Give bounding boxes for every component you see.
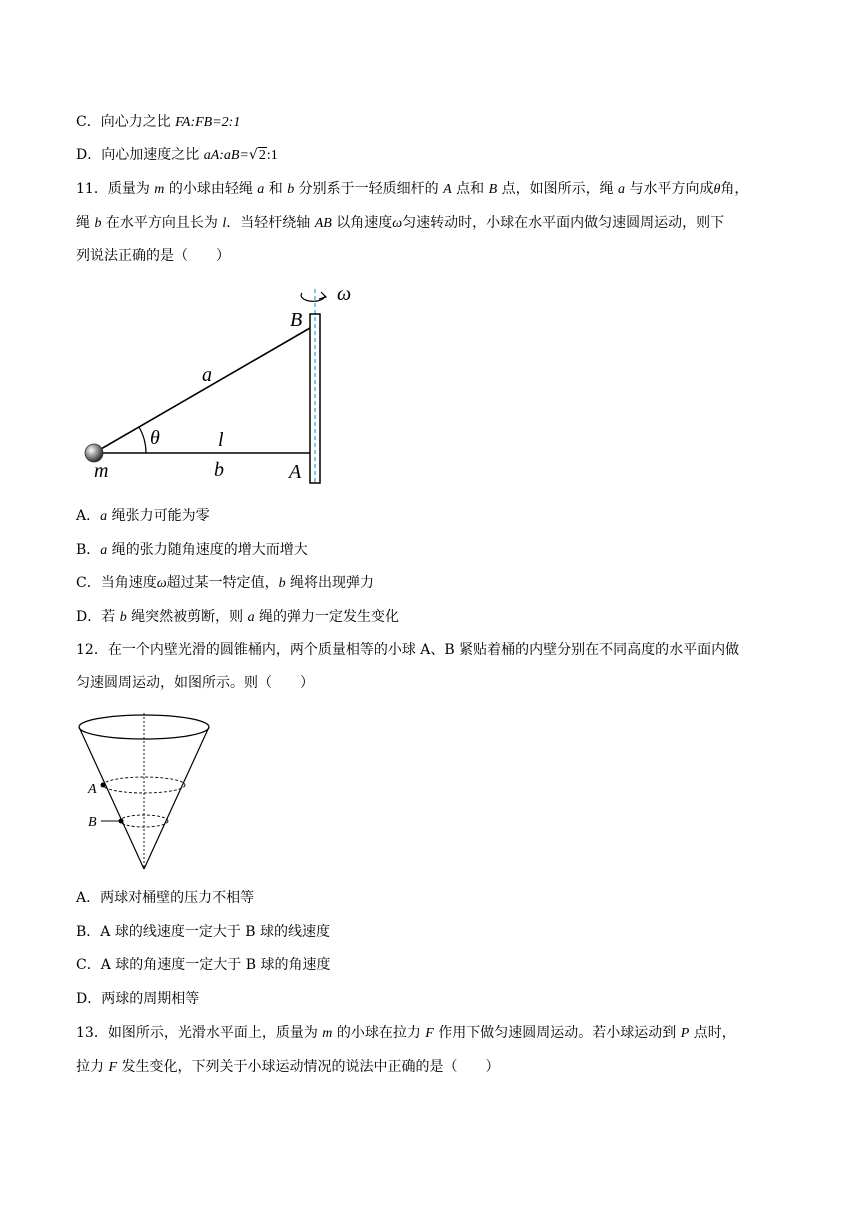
q10-option-d-expr: aA:aB= xyxy=(203,148,249,163)
var-B: B xyxy=(488,182,498,197)
sqrt-symbol: √2 xyxy=(248,147,266,163)
text: 点，如图所示，绳 xyxy=(497,181,619,197)
var: a xyxy=(100,509,108,524)
var-a: a xyxy=(618,182,626,197)
text: 以角速度 xyxy=(331,215,393,231)
fig12-A: A xyxy=(88,782,97,797)
option-text: 超过某一特定值， xyxy=(166,575,279,591)
var-a: a xyxy=(257,182,265,197)
q10-option-d-suffix: :1 xyxy=(266,148,278,163)
var-F: F xyxy=(108,1060,118,1075)
option-label: C．当角速度 xyxy=(76,575,157,591)
q10-option-d-radicand: 2 xyxy=(258,148,266,163)
text: 分别系于一轻质细杆的 xyxy=(294,181,444,197)
text: 13．如图所示，光滑水平面上，质量为 xyxy=(76,1025,323,1041)
fig11-b: b xyxy=(214,459,224,481)
fig11-a: a xyxy=(202,364,212,386)
fig11-m: m xyxy=(94,460,109,482)
q12-option-b: B．A 球的线速度一定大于 B 球的线速度 xyxy=(76,924,331,940)
q12-option-d: D．两球的周期相等 xyxy=(76,991,200,1007)
q10-option-c-prefix: C．向心力之比 xyxy=(76,114,176,130)
fig12-B: B xyxy=(88,815,97,830)
var: a xyxy=(247,610,255,625)
option-label: D．若 xyxy=(76,609,120,625)
var-m: m xyxy=(322,1026,333,1041)
text: 点和 xyxy=(451,181,489,197)
q12-stem-line2: 匀速圆周运动，如图所示。则（ ） xyxy=(76,675,314,691)
text: 角， xyxy=(720,181,749,197)
text: 11．质量为 xyxy=(76,181,155,197)
q12-option-c: C．A 球的角速度一定大于 B 球的角速度 xyxy=(76,957,331,973)
fig11-B: B xyxy=(290,309,303,331)
fig11-omega: ω xyxy=(337,283,352,305)
text: 的小球在拉力 xyxy=(332,1025,426,1041)
var-m: m xyxy=(154,182,165,197)
text: 拉力 xyxy=(76,1059,109,1075)
option-text: 绳将出现弹力 xyxy=(285,575,375,591)
var-b: b xyxy=(287,182,295,197)
text: 的小球由轻绳 xyxy=(164,181,258,197)
text: ．当轻杆绕轴 xyxy=(226,215,315,231)
var-omega: ω xyxy=(392,216,403,231)
var-theta: θ xyxy=(713,182,721,197)
var: b xyxy=(119,610,127,625)
q10-option-c-expr: FA:FB=2:1 xyxy=(175,115,241,130)
fig11-A: A xyxy=(289,461,302,483)
var-F: F xyxy=(425,1026,434,1041)
q13-stem-line1 xyxy=(76,1023,736,1044)
text: 和 xyxy=(264,181,288,197)
q11-stem-line3: 列说法正确的是（ ） xyxy=(76,248,230,264)
q13-stem-line2 xyxy=(76,1057,499,1078)
cone-right-side xyxy=(144,727,209,869)
var-b: b xyxy=(94,216,102,231)
var-AB: AB xyxy=(314,216,332,231)
text: 与水平方向成 xyxy=(625,181,714,197)
var-P: P xyxy=(680,1026,690,1041)
option-label: A． xyxy=(76,508,101,524)
var: a xyxy=(100,543,108,558)
ball-a xyxy=(101,783,106,788)
text: 作用下做匀速圆周运动。若小球运动到 xyxy=(433,1025,681,1041)
var: b xyxy=(278,576,286,591)
var: ω xyxy=(156,576,167,591)
q12-stem-line1: 12．在一个内壁光滑的圆锥桶内，两个质量相等的小球 A、B 紧贴着桶的内壁分别在不同高度的水平面内做 xyxy=(76,642,740,658)
text: 发生变化，下列关于小球运动情况的说法中正确的是（ ） xyxy=(117,1059,500,1075)
option-text: 绳的弹力一定发生变化 xyxy=(254,609,400,625)
option-text: 绳突然被剪断，则 xyxy=(126,609,248,625)
text: 绳 xyxy=(76,215,95,231)
var-l: l xyxy=(222,216,227,231)
ball-b xyxy=(119,819,124,824)
option-label: B． xyxy=(76,542,101,558)
q10-option-d-prefix: D．向心加速度之比 xyxy=(76,147,204,163)
fig11-theta: θ xyxy=(150,427,160,449)
cone-left-side xyxy=(79,727,144,869)
q12-option-a: A．两球对桶壁的压力不相等 xyxy=(76,890,255,906)
text: 在水平方向且长为 xyxy=(101,215,223,231)
option-text: 绳张力可能为零 xyxy=(107,508,210,524)
option-text: 绳的张力随角速度的增大而增大 xyxy=(107,542,308,558)
fig11-l: l xyxy=(218,429,224,451)
text: 匀速转动时，小球在水平面内做匀速圆周运动，则下 xyxy=(402,215,725,231)
var-A: A xyxy=(443,182,452,197)
text: 点时， xyxy=(689,1025,736,1041)
